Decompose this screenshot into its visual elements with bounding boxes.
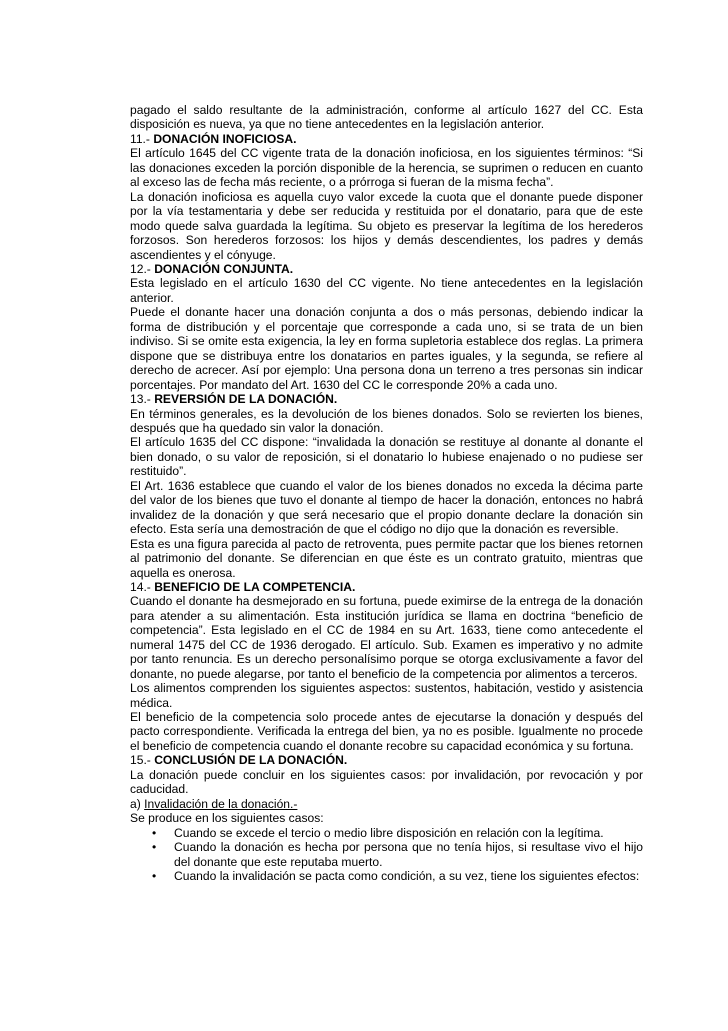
bullet-icon: •	[152, 869, 157, 884]
paragraph: Puede el donante hacer una donación conjunta a dos o más personas, debiendo indicar la forma de distribución y el porcentaje que corresponde a cada uno, si se trata de un bien indiviso. Si se omite esta exigencia, la ley en forma supletoria establece dos reglas. La primera dispone que se distribuya entre los donatarios en partes iguales, y la segunda, se refiere al derecho de acrecer. Así por ejemplo: Una persona dona un terreno a tres personas sin indicar porcentajes. Por mandato del Art. 1630 del CC le corresponde 20% a cada uno.	[130, 305, 643, 392]
paragraph: El Art. 1636 establece que cuando el valor de los bienes donados no exceda la décima parte del valor de los bienes que tuvo el donante al tiempo de hacer la donación, entonces no habrá invalidez de la donación y que será necesario que el propio donante declare la donación sin efecto. Esta sería una demostración de que el código no dijo que la donación es reversible.	[130, 478, 643, 537]
paragraph: El artículo 1635 del CC dispone: “invalidada la donación se restituye al donante al donante el bien donado, o su valor de reposición, si el donatario lo hubiese enajenado o no pudiese ser restituido”.	[130, 435, 643, 479]
paragraph: El beneficio de la competencia solo procede antes de ejecutarse la donación y después del pacto correspondiente. Verificada la entrega del bien, ya no es posible. Igualmente no procede el beneficio de competencia cuando el donante recobre su capacidad económica y su fortuna.	[130, 710, 643, 753]
section-heading-15: 15.- CONCLUSIÓN DE LA DONACIÓN.	[130, 753, 348, 768]
list-item: • Cuando se excede el tercio o medio libre disposición en relación con la legítima.	[152, 825, 604, 840]
paragraph: Esta es una figura parecida al pacto de retroventa, pues permite pactar que los bienes retornen al patrimonio del donante. Se diferencian en que éste es un contrato gratuito, mientras que aquella es onerosa.	[130, 536, 643, 580]
paragraph: Cuando el donante ha desmejorado en su fortuna, puede eximirse de la entrega de la donación para atender a su alimentación. Esta institución jurídica se llama en doctrina “beneficio de competencia”. Esta legislado en el CC de 1984 en su Art. 1633, tiene como antecedente el numeral 1475 del CC de 1936 derogado. El artículo. Sub. Examen es imperativo y no admite por tanto renuncia. Es un derecho personalísimo porque se otorga exclusivamente a favor del donante, no puede alegarse, por tanto el beneficio de la competencia por alimentos a terceros.	[130, 594, 643, 681]
subheading: a) Invalidación de la donación.-	[130, 796, 298, 811]
paragraph: pagado el saldo resultante de la administración, conforme al artículo 1627 del CC. Esta disposición es nueva, ya que no tiene antecedentes en la legislación anterior.	[130, 103, 643, 132]
document-page	[130, 103, 643, 883]
bullet-icon: •	[152, 840, 157, 855]
section-heading-13: 13.- REVERSIÓN DE LA DONACIÓN.	[130, 392, 338, 407]
paragraph: Esta legislado en el artículo 1630 del CC vigente. No tiene antecedentes en la legislación anterior.	[130, 276, 643, 305]
section-heading-14: 14.- BENEFICIO DE LA COMPETENCIA.	[130, 579, 356, 594]
paragraph: Se produce en los siguientes casos:	[130, 811, 324, 826]
bullet-icon: •	[152, 825, 157, 840]
paragraph: La donación puede concluir en los siguientes casos: por invalidación, por revocación y por caducidad.	[130, 767, 643, 797]
paragraph: Los alimentos comprenden los siguientes aspectos: sustentos, habitación, vestido y asistencia médica.	[130, 681, 643, 710]
bullet-list	[130, 826, 643, 884]
list-item: • Cuando la invalidación se pacta como condición, a su vez, tiene los siguientes efectos:	[152, 869, 640, 884]
paragraph: La donación inoficiosa es aquella cuyo valor excede la cuota que el donante puede disponer por la vía testamentaria y debe ser reducida y restituida por el donatario, para que de este modo quede salva guardada la legítima. Su objeto es preservar la legítima de los herederos forzosos. Son herederos forzosos: los hijos y demás descendientes, los padres y demás ascendientes y el cónyuge.	[130, 189, 643, 262]
subheading-title: Invalidación de la donación.-	[144, 796, 298, 811]
list-item: • Cuando la donación es hecha por persona que no tenía hijos, si resultase vivo el hijo del donante que este reputaba muerto.	[152, 840, 643, 869]
section-heading-12: 12.- DONACIÓN CONJUNTA.	[130, 261, 294, 276]
paragraph: En términos generales, es la devolución de los bienes donados. Solo se revierten los bienes, después que ha quedado sin valor la donación.	[130, 406, 643, 435]
section-heading-11: 11.- DONACIÓN INOFICIOSA.	[130, 131, 297, 146]
paragraph: El artículo 1645 del CC vigente trata de la donación inoficiosa, en los siguientes términos: “Si las donaciones exceden la porción disponible de la herencia, se suprimen o reducen en cuanto al exceso las de fecha más reciente, o a prórroga si fueran de la misma fecha”.	[130, 146, 643, 190]
